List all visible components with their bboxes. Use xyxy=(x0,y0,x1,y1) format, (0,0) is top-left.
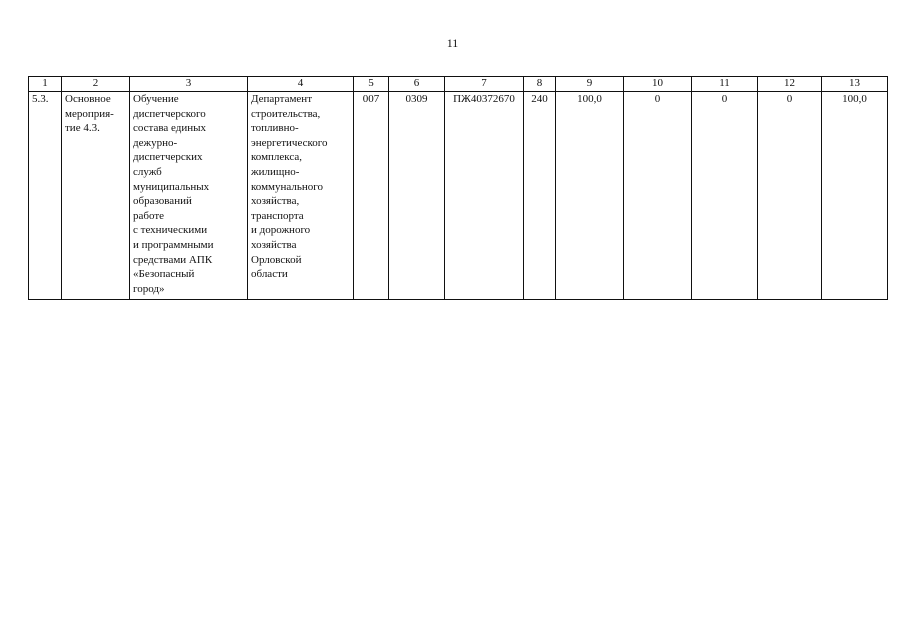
column-header-7: 7 xyxy=(445,77,524,92)
amount-col-13-cell xyxy=(822,92,888,300)
column-header-11: 11 xyxy=(692,77,758,92)
code-grbs: 007 xyxy=(362,93,380,105)
event-description-cell xyxy=(130,92,248,300)
column-header-9: 9 xyxy=(556,77,624,92)
amount-col-10: 0 xyxy=(654,93,661,105)
table-row xyxy=(29,92,888,300)
column-header-1: 1 xyxy=(29,77,62,92)
amount-col-11-cell xyxy=(692,92,758,300)
amount-col-10-cell xyxy=(624,92,692,300)
column-header-3: 3 xyxy=(130,77,248,92)
amount-col-12-cell xyxy=(758,92,822,300)
code-expense-type-cell xyxy=(524,92,556,300)
code-expense-type: 240 xyxy=(531,93,548,105)
column-header-10: 10 xyxy=(624,77,692,92)
page-number: 11 xyxy=(446,36,459,50)
column-header-13: 13 xyxy=(822,77,888,92)
code-section: 0309 xyxy=(405,93,428,105)
column-header-5: 5 xyxy=(354,77,389,92)
budget-table xyxy=(28,76,888,300)
department-cell xyxy=(248,92,354,300)
row-number: 5.3. xyxy=(32,93,49,105)
code-target-cell xyxy=(445,92,524,300)
row-number-cell xyxy=(29,92,62,300)
amount-col-13: 100,0 xyxy=(842,93,867,105)
event-type: Основное мероприя- тие 4.3. xyxy=(65,93,114,135)
code-grbs-cell xyxy=(354,92,389,300)
amount-col-9-cell xyxy=(556,92,624,300)
department: Департамент строительства, топливно- энергетического комплекса, жилищно- коммунального хозяйства, транспорта и дорожного хозяйства Орловской области xyxy=(251,93,328,281)
column-header-12: 12 xyxy=(758,77,822,92)
code-section-cell xyxy=(389,92,445,300)
amount-col-12: 0 xyxy=(786,93,793,105)
column-header-2: 2 xyxy=(62,77,130,92)
event-description: Обучение диспетчерского состава единых дежурно- диспетчерских служб муниципальных образований работе с техническими и программными средствами АПК «Безопасный город» xyxy=(133,93,214,295)
column-header-8: 8 xyxy=(524,77,556,92)
header-row xyxy=(29,77,888,92)
column-header-4: 4 xyxy=(248,77,354,92)
amount-col-9: 100,0 xyxy=(577,93,602,105)
amount-col-11: 0 xyxy=(721,93,728,105)
column-header-6: 6 xyxy=(389,77,445,92)
event-type-cell xyxy=(62,92,130,300)
code-target: ПЖ40372670 xyxy=(453,93,515,105)
